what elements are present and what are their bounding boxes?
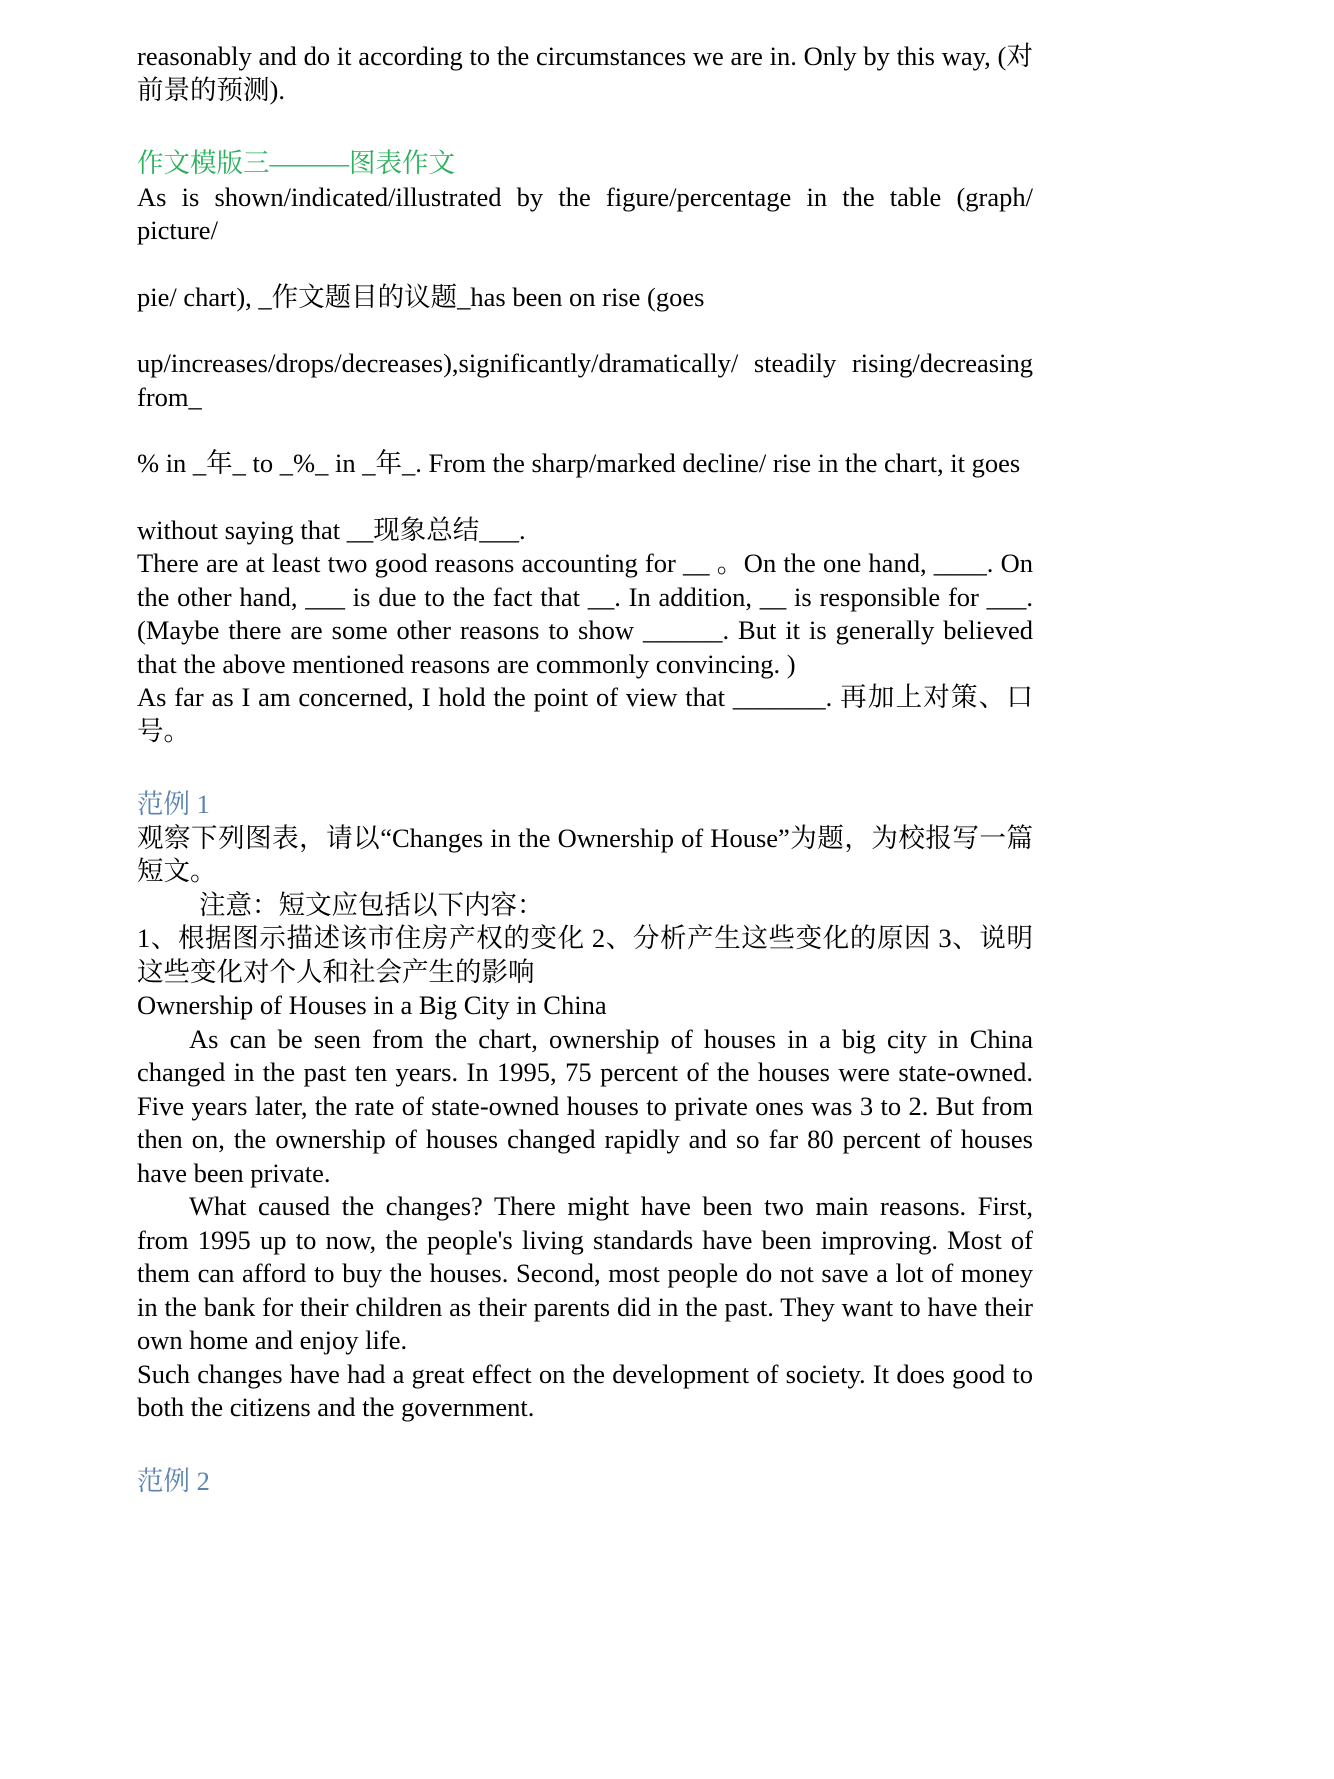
example-1-essay-title: Ownership of Houses in a Big City in China xyxy=(137,990,607,1020)
spacer xyxy=(137,107,1033,147)
example-2-heading: 范例 2 xyxy=(137,1465,210,1496)
spacer xyxy=(137,1425,1033,1465)
template-line-4: % in _年_ to _%_ in _年_. From the sharp/marked decline/ rise in the chart, it goes xyxy=(137,448,1021,478)
template-three-heading: 作文模版三———图表作文 xyxy=(137,148,455,178)
spacer xyxy=(137,748,1033,788)
page-content xyxy=(137,40,1033,1498)
carryover-paragraph: reasonably and do it according to the circumstances we are in. Only by this way, (对前景的预测). xyxy=(137,41,1033,105)
template-line-1: As is shown/indicated/illustrated by the figure/percentage in the table (graph/ picture/ xyxy=(137,181,1033,245)
example-1-prompt: 观察下列图表，请以“Changes in the Ownership of House”为题，为校报写一篇短文。 xyxy=(137,822,1033,886)
spacer xyxy=(137,414,1033,447)
spacer xyxy=(137,314,1033,347)
template-line-5: without saying that __现象总结___. xyxy=(137,514,526,545)
spacer xyxy=(137,248,1033,281)
example-1-requirements: 1、根据图示描述该市住房产权的变化 2、分析产生这些变化的原因 3、说明这些变化对个人和社会产生的影响 xyxy=(137,923,1033,987)
example-1-paragraph-1: As can be seen from the chart, ownership of houses in a big city in China changed in the past ten years. In 1995, 75 percent of the houses were state-owned. Five years later, the rate of state-owned houses to private ones was 3 to 2. But from then on, the ownership of houses changed rapidly and so far 80 percent of houses have been private. xyxy=(137,1023,1033,1188)
spacer xyxy=(137,481,1033,514)
example-1-note: 注意：短文应包括以下内容： xyxy=(199,889,544,920)
example-1-paragraph-2: What caused the changes? There might have been two main reasons. First, from 1995 up to now, the people's living standards have been improving. Most of them can afford to buy the houses. Second, most people do not save a lot of money in the bank for their children as their parents did in the past. They want to have their own home and enjoy life. xyxy=(137,1191,1033,1355)
template-conclusion-paragraph: As far as I am concerned, I hold the point of view that _______. 再加上对策、口号。 xyxy=(137,682,1033,746)
template-line-3: up/increases/drops/decreases),significantly/dramatically/ steadily rising/decreasing from_ xyxy=(137,348,1033,412)
example-1-paragraph-3: Such changes have had a great effect on the development of society. It does good to both the citizens and the government. xyxy=(137,1358,1033,1422)
example-1-heading: 范例 1 xyxy=(137,789,210,819)
template-reasons-paragraph: There are at least two good reasons accounting for __ 。On the one hand, ____. On the other hand, ___ is due to the fact that __. In addition, __ is responsible for ___. (Maybe there are some other reasons to show ______. But it is generally believed that the above mentioned reasons are commonly convincing. ) xyxy=(137,548,1033,679)
template-line-2: pie/ chart), _作文题目的议题_has been on rise (goes xyxy=(137,281,705,312)
